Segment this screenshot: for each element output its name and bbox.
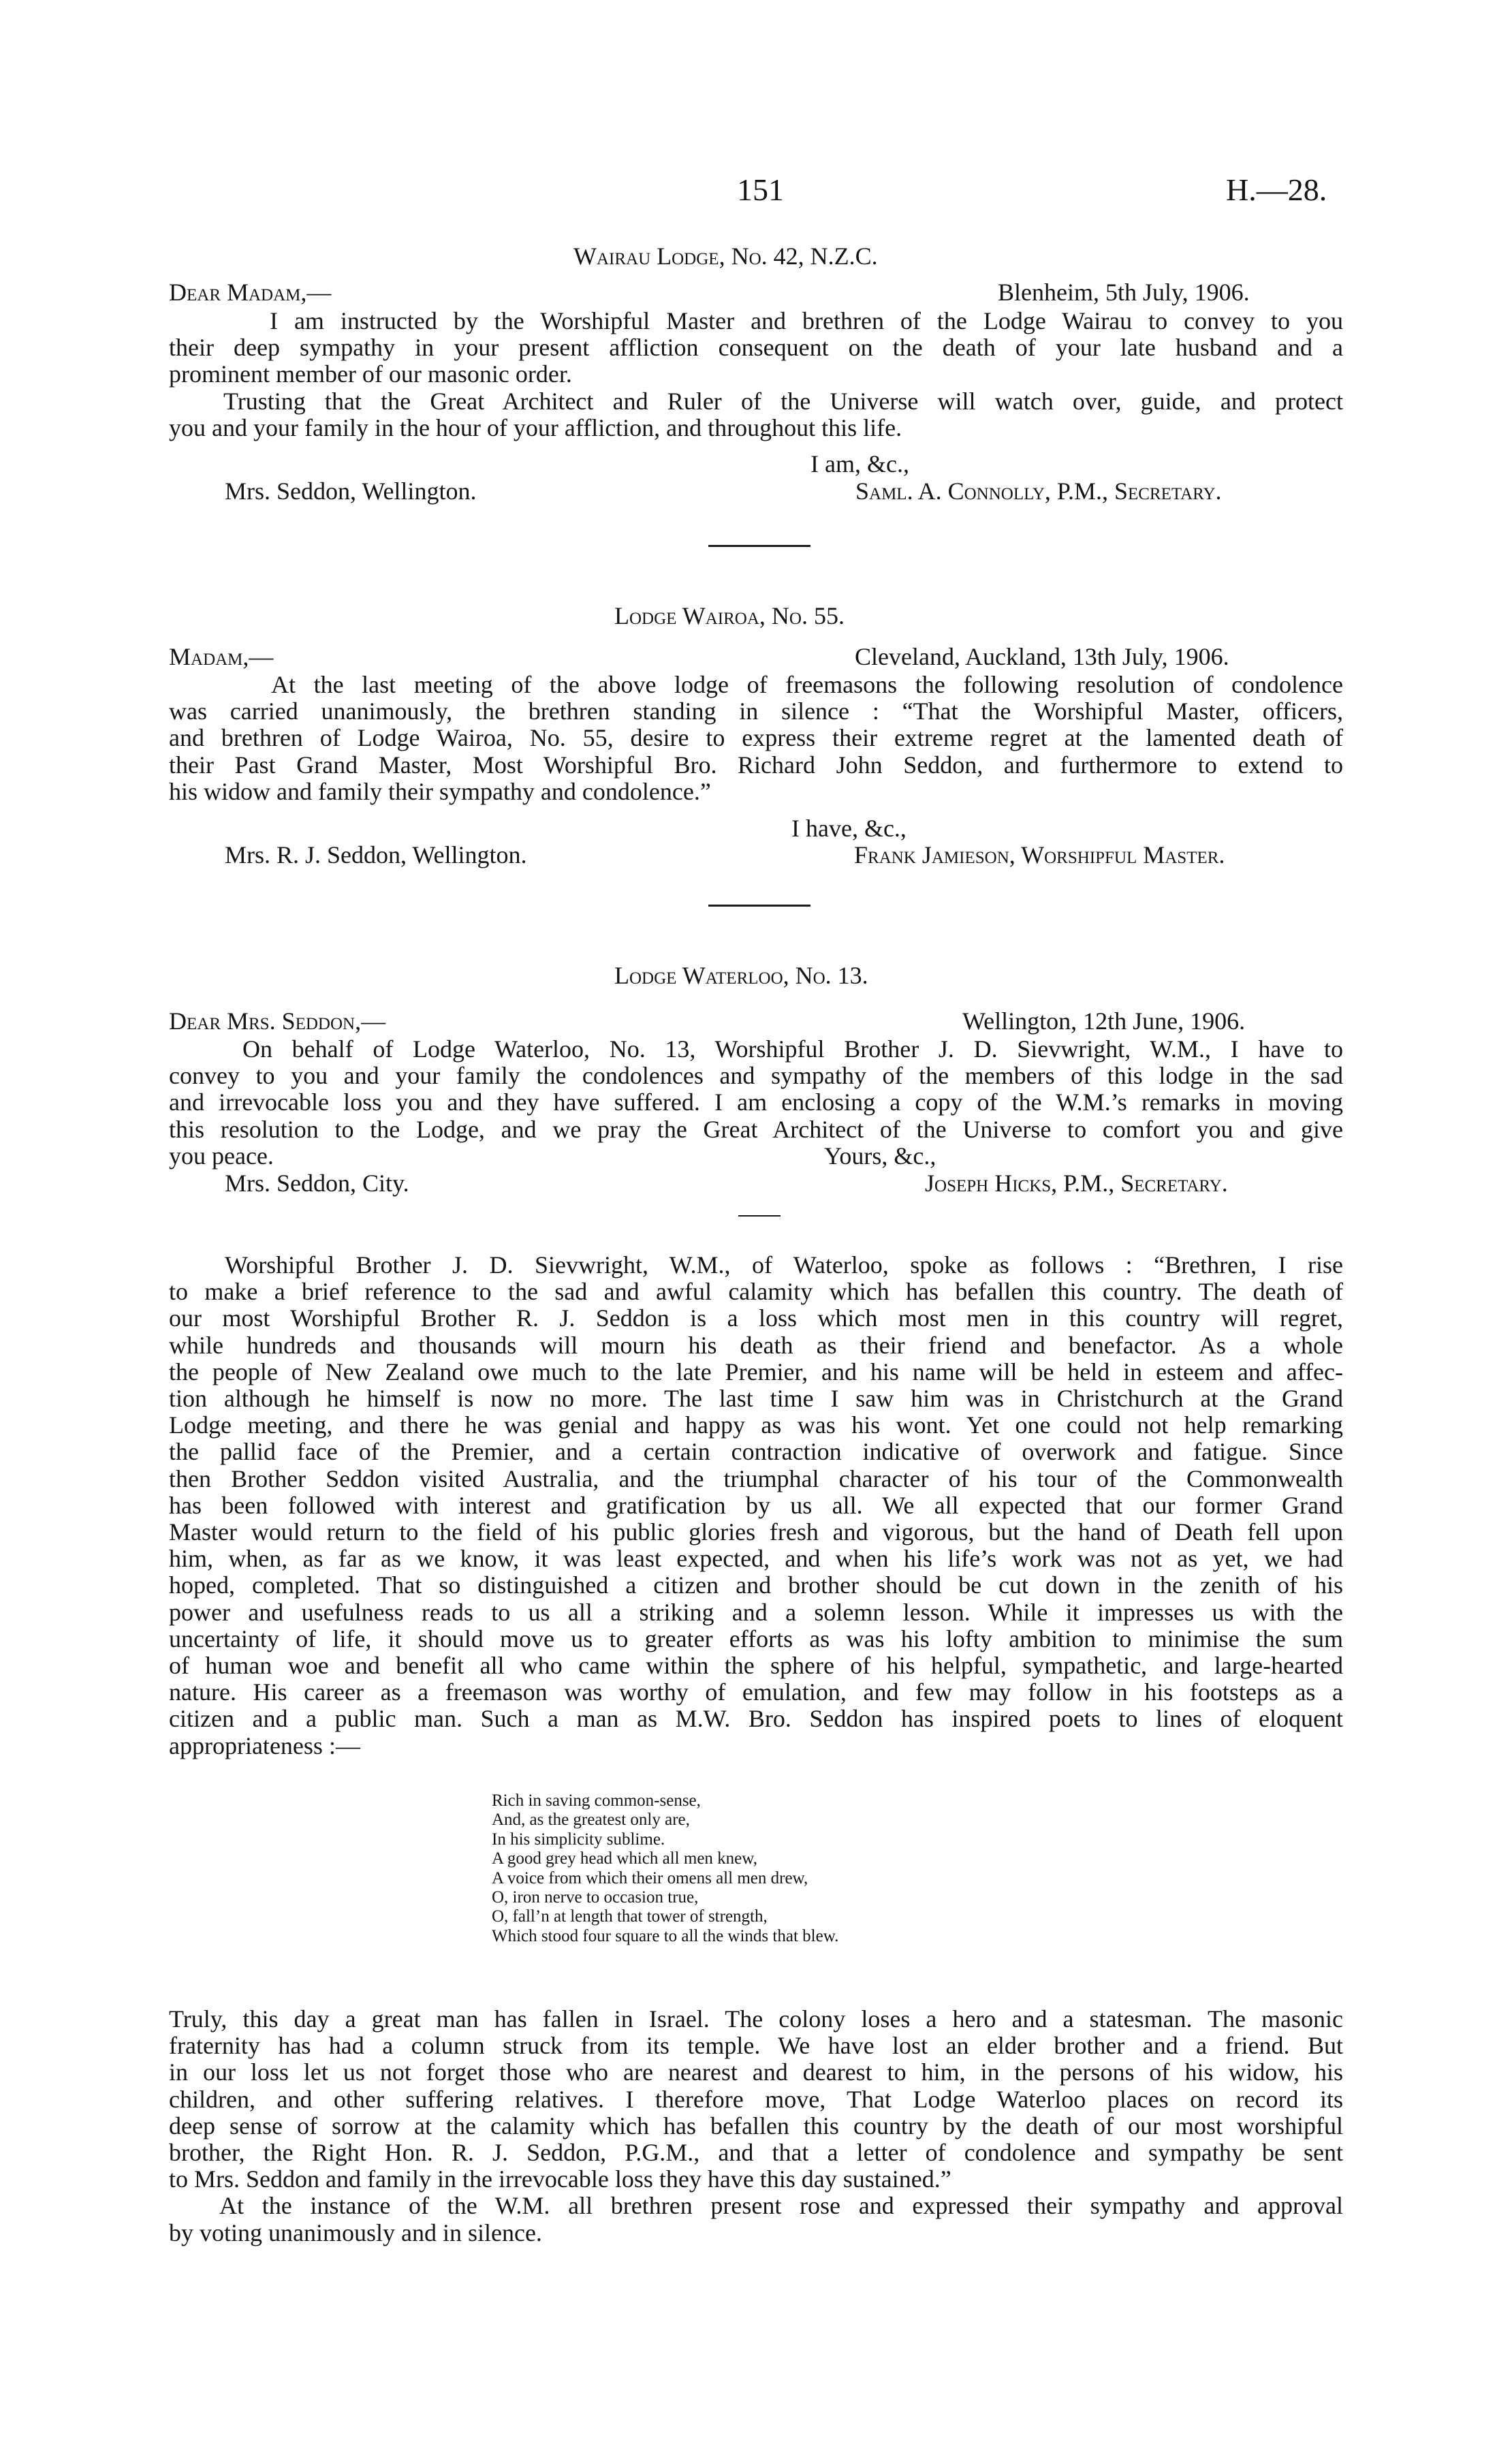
speech-line: then Brother Seddon visited Australia, and the triumphal character of his tour of the Commonwealth bbox=[169, 1464, 1343, 1492]
letter-line: At the last meeting of the above lodge of freemasons the following resolution of condolence bbox=[271, 671, 1343, 698]
speech-line: children, and other suffering relatives. I therefore move, That Lodge Waterloo places on record its bbox=[169, 2085, 1343, 2113]
letter-place-date: Cleveland, Auckland, 13th July, 1906. bbox=[855, 643, 1229, 670]
letter-body bbox=[169, 308, 1343, 441]
letter-closing: I have, &c., bbox=[791, 815, 907, 842]
letter-line: you and your family in the hour of your affliction, and throughout this life. bbox=[169, 413, 902, 441]
section-divider bbox=[708, 545, 810, 547]
letter-heading: Lodge Waterloo, No. 13. bbox=[614, 962, 868, 989]
poem-line: O, fall’n at length that tower of strength, bbox=[492, 1907, 768, 1926]
letter-signature: Joseph Hicks, P.M., Secretary. bbox=[925, 1170, 1228, 1197]
letter-closing: I am, &c., bbox=[810, 450, 909, 477]
speech-line: deep sense of sorrow at the calamity which has befallen this country by the death of our most worshipful bbox=[169, 2112, 1343, 2139]
letter-line: their Past Grand Master, Most Worshipful Bro. Richard John Seddon, and furthermore to extend to bbox=[169, 751, 1343, 779]
page-number: 151 bbox=[737, 172, 784, 207]
document-reference: H.—28. bbox=[1226, 172, 1327, 207]
speech-body bbox=[169, 1252, 1343, 1759]
speech-conclusion bbox=[169, 2006, 1343, 2246]
letter-place-date: Blenheim, 5th July, 1906. bbox=[998, 279, 1250, 306]
speech-line: uncertainty of life, it should move us to greater efforts as was his lofty ambition to minimise the sum bbox=[169, 1625, 1343, 1652]
poem-line: Rich in saving common-sense, bbox=[492, 1791, 701, 1810]
speech-line: nature. His career as a freemason was worthy of emulation, and few may follow in his footsteps as a bbox=[169, 1678, 1343, 1706]
speech-line: tion although he himself is now no more. The last time I saw him was in Christchurch at the Grand bbox=[169, 1385, 1343, 1413]
letter-heading: Wairau Lodge, No. 42, N.Z.C. bbox=[573, 242, 878, 270]
speech-line: to Mrs. Seddon and family in the irrevocable loss they have this day sustained.” bbox=[169, 2165, 951, 2193]
speech-line: fraternity has had a column struck from its temple. We have lost an elder brother and a friend. But bbox=[169, 2032, 1343, 2060]
letter-line: his widow and family their sympathy and condolence.” bbox=[169, 777, 711, 805]
speech-line: has been followed with interest and gratification by us all. We all expected that our former Grand bbox=[169, 1491, 1343, 1519]
poem-line: O, iron nerve to occasion true, bbox=[492, 1888, 699, 1907]
letter-line: was carried unanimously, the brethren standing in silence : “That the Worshipful Master, officers, bbox=[169, 697, 1343, 725]
letter-line: you peace. bbox=[169, 1142, 274, 1170]
letter-line: convey to you and your family the condolences and sympathy of the members of this lodge in the sad bbox=[169, 1062, 1343, 1090]
letter-line: their deep sympathy in your present affliction consequent on the death of your late husband and a bbox=[169, 334, 1343, 362]
speech-line: citizen and a public man. Such a man as M.W. Bro. Seddon has inspired poets to lines of eloquent bbox=[169, 1705, 1343, 1733]
poem-line: And, as the greatest only are, bbox=[492, 1810, 690, 1830]
letter-salutation: Dear Mrs. Seddon,— bbox=[169, 1007, 386, 1035]
letter-closing: Yours, &c., bbox=[824, 1142, 936, 1170]
speech-line: power and usefulness reads to us all a striking and a solemn lesson. While it impresses us with the bbox=[169, 1598, 1343, 1626]
letter-body bbox=[169, 1036, 1343, 1170]
speech-line: Master would return to the field of his public glories fresh and vigorous, but the hand of Death fell upon bbox=[169, 1518, 1343, 1546]
poem-line: Which stood four square to all the winds that blew. bbox=[492, 1926, 839, 1945]
letter-addressee: Mrs. Seddon, City. bbox=[225, 1170, 409, 1197]
letter-heading: Lodge Wairoa, No. 55. bbox=[614, 602, 845, 629]
speech-line: the pallid face of the Premier, and a certain contraction indicative of overwork and fatigue. Since bbox=[169, 1438, 1343, 1466]
poem-quotation bbox=[492, 1791, 838, 1946]
letter-signature: Frank Jamieson, Worshipful Master. bbox=[854, 841, 1225, 868]
letter-line: and brethren of Lodge Wairoa, No. 55, desire to express their extreme regret at the lamented death of bbox=[169, 724, 1343, 752]
letter-place-date: Wellington, 12th June, 1906. bbox=[962, 1007, 1246, 1035]
letter-line: Trusting that the Great Architect and Ruler of the Universe will watch over, guide, and protect bbox=[223, 387, 1343, 415]
speech-line: hoped, completed. That so distinguished a citizen and brother should be cut down in the zenith of his bbox=[169, 1571, 1343, 1599]
letter-signature: Saml. A. Connolly, P.M., Secretary. bbox=[855, 477, 1222, 505]
letter-salutation: Dear Madam,— bbox=[169, 279, 332, 306]
letter-addressee: Mrs. Seddon, Wellington. bbox=[225, 477, 477, 505]
poem-line: A voice from which their omens all men drew, bbox=[492, 1868, 808, 1887]
speech-line: our most Worshipful Brother R. J. Seddon is a loss which most men in this country will regret, bbox=[169, 1304, 1343, 1332]
speech-line: to make a brief reference to the sad and awful calamity which has befallen this country. The death of bbox=[169, 1278, 1343, 1306]
speech-line: brother, the Right Hon. R. J. Seddon, P.G.M., and that a letter of condolence and sympathy be sent bbox=[169, 2139, 1343, 2167]
letter-line: prominent member of our masonic order. bbox=[169, 360, 572, 388]
poem-line: In his simplicity sublime. bbox=[492, 1830, 665, 1849]
letter-body bbox=[169, 672, 1343, 805]
section-divider bbox=[738, 1215, 781, 1217]
speech-line: while hundreds and thousands will mourn his death as their friend and benefactor. As a whole bbox=[169, 1331, 1343, 1359]
letter-salutation: Madam,— bbox=[169, 643, 274, 670]
speech-line: appropriateness :— bbox=[169, 1731, 360, 1759]
speech-line: him, when, as far as we know, it was least expected, and when his life’s work was not as yet, we had bbox=[169, 1545, 1343, 1573]
speech-line: Truly, this day a great man has fallen in Israel. The colony loses a hero and a statesman. The masonic bbox=[169, 2005, 1343, 2033]
speech-line: Lodge meeting, and there he was genial and happy as was his wont. Yet one could not help remarking bbox=[169, 1411, 1343, 1439]
letter-line: I am instructed by the Worshipful Master and brethren of the Lodge Wairau to convey to you bbox=[270, 307, 1343, 334]
speech-line: Worshipful Brother J. D. Sievwright, W.M., of Waterloo, spoke as follows : “Brethren, I rise bbox=[225, 1251, 1343, 1279]
speech-line: by voting unanimously and in silence. bbox=[169, 2218, 542, 2246]
section-divider bbox=[708, 905, 810, 907]
letter-line: and irrevocable loss you and they have suffered. I am enclosing a copy of the W.M.’s remarks in moving bbox=[169, 1088, 1343, 1116]
speech-line: of human woe and benefit all who came within the sphere of his helpful, sympathetic, and large-hearted bbox=[169, 1652, 1343, 1680]
speech-line: in our loss let us not forget those who are nearest and dearest to him, in the persons of his widow, his bbox=[169, 2058, 1343, 2086]
letter-addressee: Mrs. R. J. Seddon, Wellington. bbox=[225, 841, 527, 868]
speech-line: the people of New Zealand owe much to the late Premier, and his name will be held in esteem and affec- bbox=[169, 1358, 1343, 1385]
letter-line: On behalf of Lodge Waterloo, No. 13, Worshipful Brother J. D. Sievwright, W.M., I have to bbox=[242, 1035, 1343, 1063]
speech-line: At the instance of the W.M. all brethren present rose and expressed their sympathy and approval bbox=[219, 2192, 1343, 2220]
poem-line: A good grey head which all men knew, bbox=[492, 1849, 757, 1868]
letter-line: this resolution to the Lodge, and we pray the Great Architect of the Universe to comfort you and give bbox=[169, 1115, 1343, 1143]
